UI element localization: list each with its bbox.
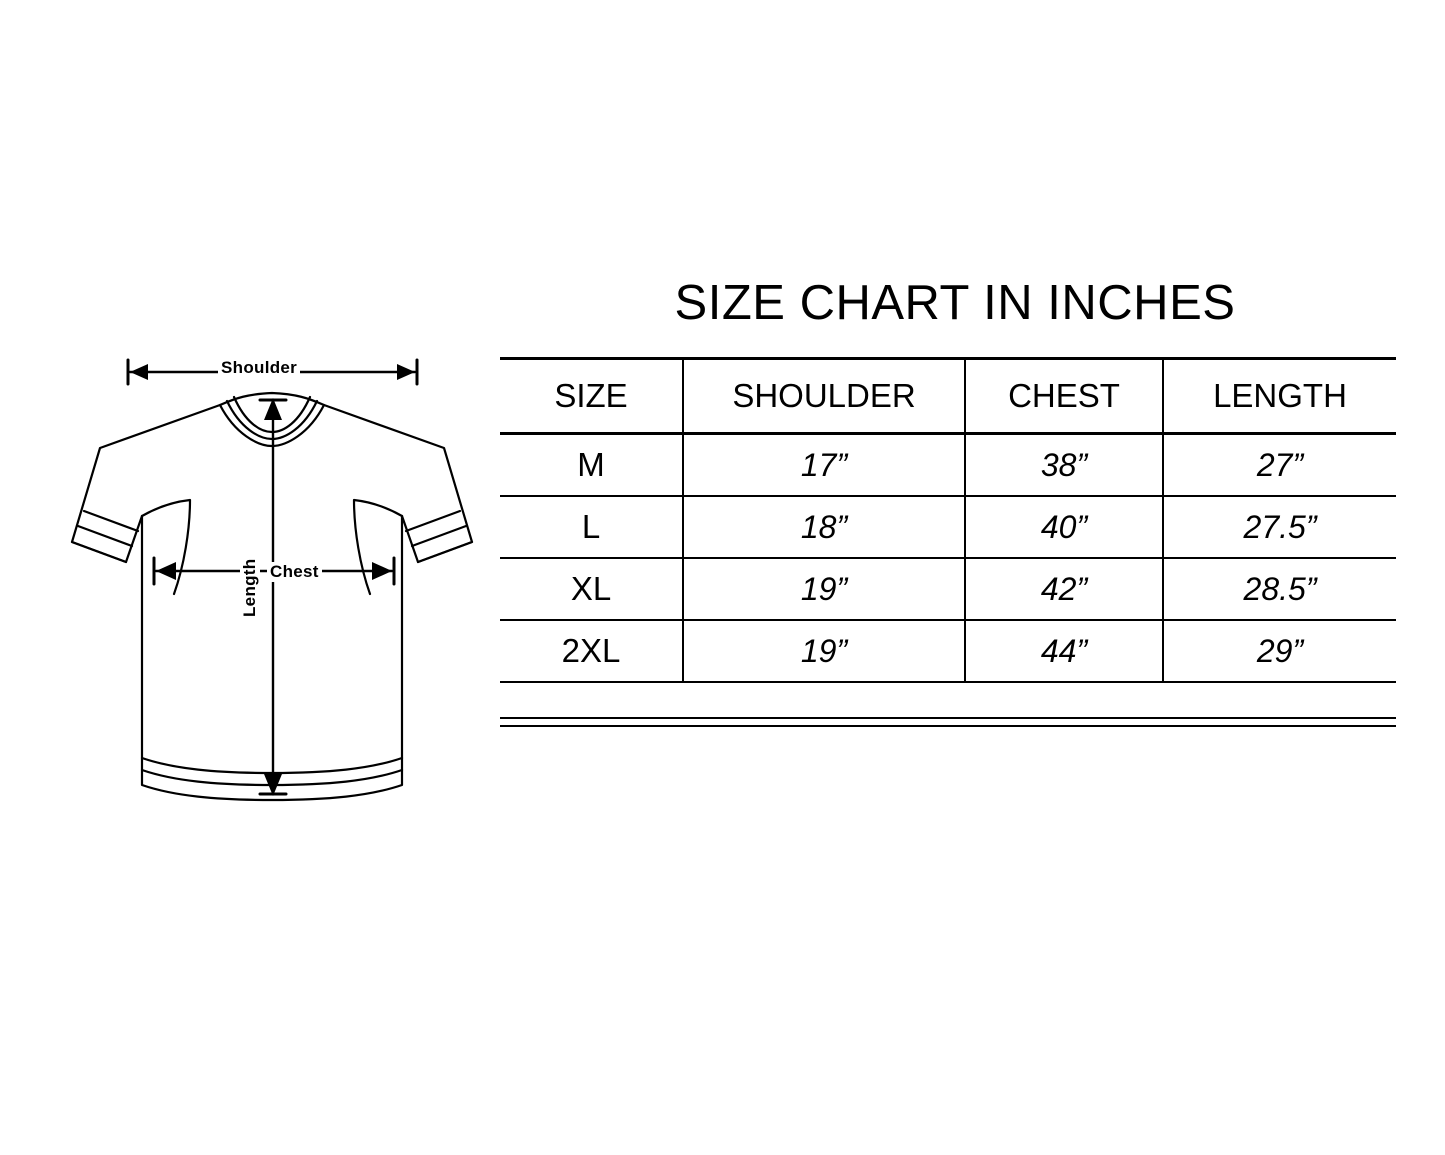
length-dimension-label: Length <box>240 556 260 620</box>
column-header-chest: CHEST <box>965 359 1163 434</box>
cell-chest: 40” <box>965 496 1163 558</box>
cell-size: M <box>500 434 683 497</box>
cell-shoulder: 19” <box>683 558 965 620</box>
cell-chest: 42” <box>965 558 1163 620</box>
cell-chest: 44” <box>965 620 1163 682</box>
shirt-illustration-svg <box>40 330 490 830</box>
t-shirt-measurement-diagram <box>40 330 490 830</box>
cell-shoulder: 18” <box>683 496 965 558</box>
column-header-shoulder: SHOULDER <box>683 359 965 434</box>
size-chart-panel <box>500 275 1410 727</box>
cell-size: XL <box>500 558 683 620</box>
cell-shoulder: 19” <box>683 620 965 682</box>
cell-size: L <box>500 496 683 558</box>
table-bottom-rule-lower <box>500 725 1396 727</box>
size-chart-table <box>500 357 1396 683</box>
chart-title: SIZE CHART IN INCHES <box>674 276 1236 330</box>
shoulder-dimension-label: Shoulder <box>218 358 300 378</box>
column-header-length: LENGTH <box>1163 359 1396 434</box>
cell-length: 27” <box>1163 434 1396 497</box>
column-header-size: SIZE <box>500 359 683 434</box>
cell-shoulder: 17” <box>683 434 965 497</box>
table-header-row <box>500 359 1396 434</box>
cell-size: 2XL <box>500 620 683 682</box>
table-row <box>500 496 1396 558</box>
cell-chest: 38” <box>965 434 1163 497</box>
chest-dimension-label: Chest <box>267 562 322 582</box>
table-row <box>500 620 1396 682</box>
cell-length: 28.5” <box>1163 558 1396 620</box>
table-bottom-rule-upper <box>500 717 1396 719</box>
cell-length: 29” <box>1163 620 1396 682</box>
table-row <box>500 558 1396 620</box>
cell-length: 27.5” <box>1163 496 1396 558</box>
table-row <box>500 434 1396 497</box>
